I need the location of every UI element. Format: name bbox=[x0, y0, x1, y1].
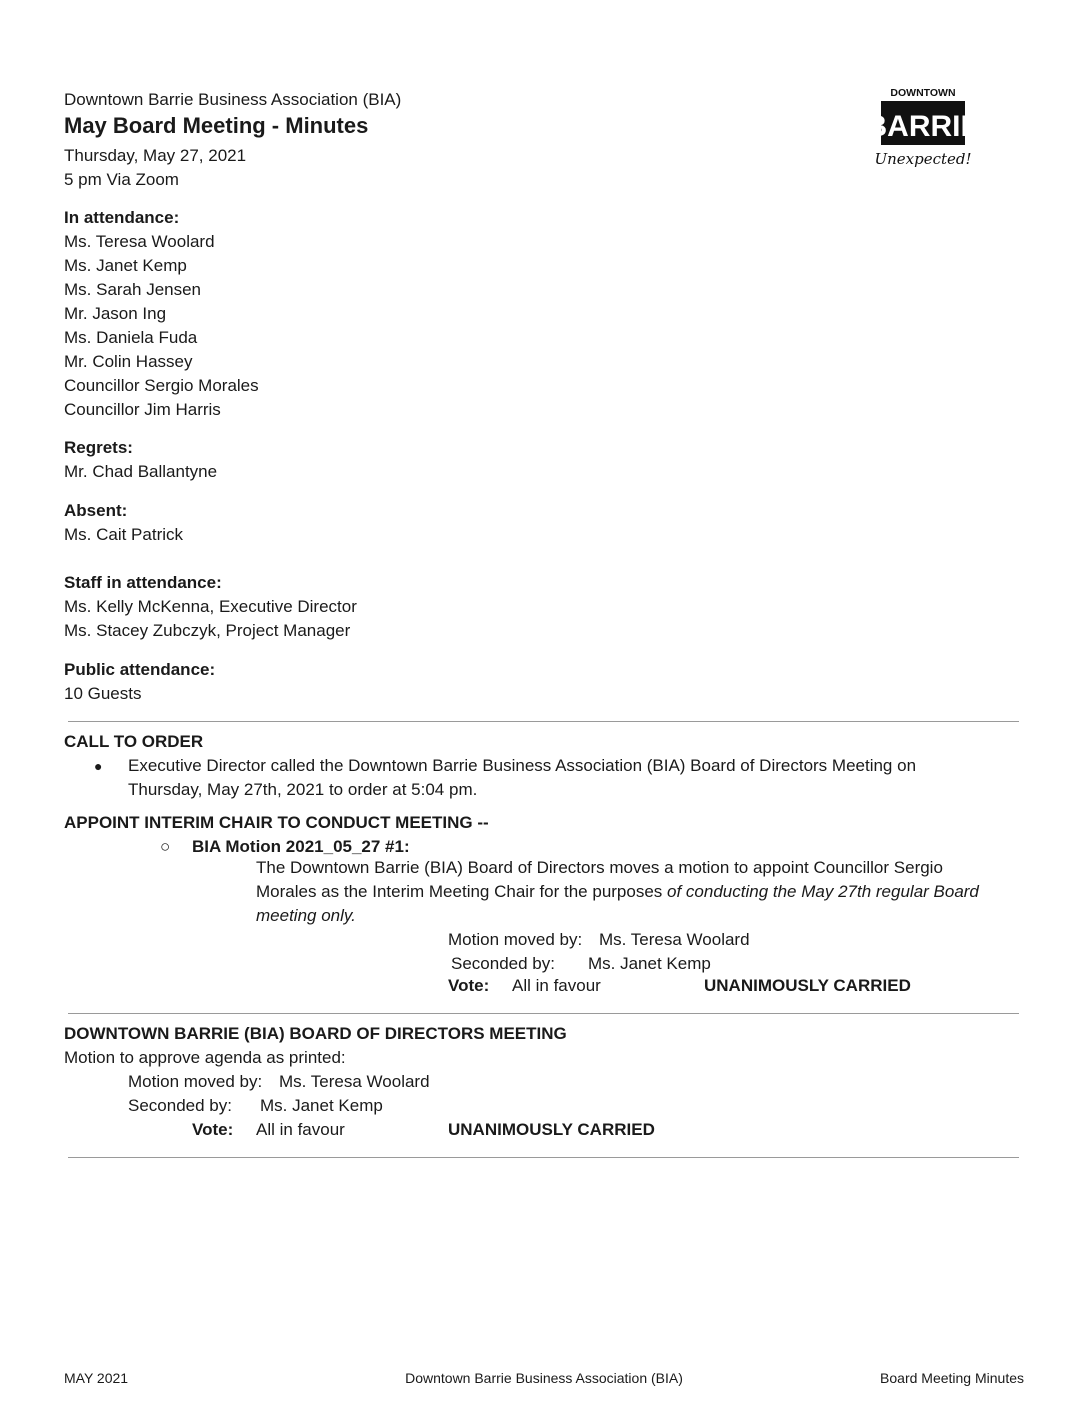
attendee: Ms. Sarah Jensen bbox=[64, 280, 202, 299]
footer-left: MAY 2021 bbox=[64, 1370, 129, 1386]
motion-label: BIA Motion 2021_05_27 #1: bbox=[192, 837, 410, 856]
moved-by-label: Motion moved by: bbox=[448, 930, 583, 949]
public-attendance-value: 10 Guests bbox=[64, 684, 142, 703]
footer-right: Board Meeting Minutes bbox=[880, 1370, 1024, 1386]
footer-center-text: Downtown Barrie Business Association (BIA) bbox=[405, 1370, 683, 1386]
attendee: Mr. Colin Hassey bbox=[64, 352, 193, 371]
staff-member: Ms. Kelly McKenna, Executive Director bbox=[64, 597, 357, 616]
moved-by-label: Motion moved by: bbox=[128, 1072, 263, 1091]
agenda-motion-text: Motion to approve agenda as printed: bbox=[64, 1048, 346, 1067]
bullet-icon: ● bbox=[94, 758, 103, 774]
downtown-barrie-logo bbox=[865, 84, 981, 172]
organization-name: Downtown Barrie Business Association (BIA) bbox=[64, 90, 402, 109]
meeting-time-location: 5 pm Via Zoom bbox=[64, 170, 179, 189]
attendee: Ms. Daniela Fuda bbox=[64, 328, 198, 347]
regrets-label: Regrets: bbox=[64, 438, 133, 457]
seconded-by-value: Ms. Janet Kemp bbox=[588, 954, 711, 973]
page-title: May Board Meeting - Minutes bbox=[64, 113, 369, 138]
attendance-label: In attendance: bbox=[64, 208, 180, 227]
staff-member: Ms. Stacey Zubczyk, Project Manager bbox=[64, 621, 351, 640]
seconded-by-label: Seconded by: bbox=[128, 1096, 232, 1115]
vote-value: All in favour bbox=[256, 1120, 345, 1139]
logo-main-text: BARRIE bbox=[865, 110, 981, 143]
seconded-by-value: Ms. Janet Kemp bbox=[260, 1096, 383, 1115]
motion-text-plain: Morales as the Interim Meeting Chair for the purposes bbox=[256, 882, 668, 901]
vote-value: All in favour bbox=[512, 976, 601, 995]
meeting-date: Thursday, May 27, 2021 bbox=[64, 146, 247, 165]
public-attendance-label: Public attendance: bbox=[64, 660, 216, 679]
attendee: Mr. Jason Ing bbox=[64, 304, 167, 323]
section-divider bbox=[68, 721, 1019, 722]
motion-text bbox=[256, 880, 979, 904]
attendee: Councillor Sergio Morales bbox=[64, 376, 259, 395]
moved-by-value: Ms. Teresa Woolard bbox=[599, 930, 750, 949]
logo-top-text: DOWNTOWN bbox=[890, 87, 956, 99]
motion-text-italic: meeting only. bbox=[256, 906, 356, 925]
vote-label: Vote: bbox=[448, 976, 490, 995]
vote-result: UNANIMOUSLY CARRIED bbox=[448, 1120, 655, 1139]
motion-text-italic: of conducting the May 27th regular Board bbox=[667, 882, 979, 901]
staff-label: Staff in attendance: bbox=[64, 573, 222, 592]
call-to-order-text: Thursday, May 27th, 2021 to order at 5:04 pm. bbox=[128, 780, 478, 799]
seconded-by-label: Seconded by: bbox=[451, 954, 555, 973]
section-divider bbox=[68, 1157, 1019, 1158]
attendee: Ms. Janet Kemp bbox=[64, 256, 187, 275]
absent-label: Absent: bbox=[64, 501, 128, 520]
motion-text: The Downtown Barrie (BIA) Board of Directors moves a motion to appoint Councillor Sergio bbox=[256, 858, 943, 877]
moved-by-value: Ms. Teresa Woolard bbox=[279, 1072, 430, 1091]
call-to-order-text: Executive Director called the Downtown Barrie Business Association (BIA) Board of Directors Meeting on bbox=[128, 756, 917, 775]
vote-result: UNANIMOUSLY CARRIED bbox=[704, 976, 911, 995]
hollow-bullet-icon: ○ bbox=[160, 837, 171, 856]
attendee: Ms. Teresa Woolard bbox=[64, 232, 215, 251]
absent-name: Ms. Cait Patrick bbox=[64, 525, 184, 544]
regrets-name: Mr. Chad Ballantyne bbox=[64, 462, 218, 481]
call-to-order-heading: CALL TO ORDER bbox=[64, 732, 204, 751]
board-meeting-heading: DOWNTOWN BARRIE (BIA) BOARD OF DIRECTORS MEETING bbox=[64, 1024, 567, 1043]
logo-tagline: Unexpected! bbox=[874, 150, 972, 168]
appoint-chair-heading: APPOINT INTERIM CHAIR TO CONDUCT MEETING -- bbox=[64, 813, 489, 832]
attendee: Councillor Jim Harris bbox=[64, 400, 221, 419]
section-divider bbox=[68, 1013, 1019, 1014]
vote-label: Vote: bbox=[192, 1120, 234, 1139]
